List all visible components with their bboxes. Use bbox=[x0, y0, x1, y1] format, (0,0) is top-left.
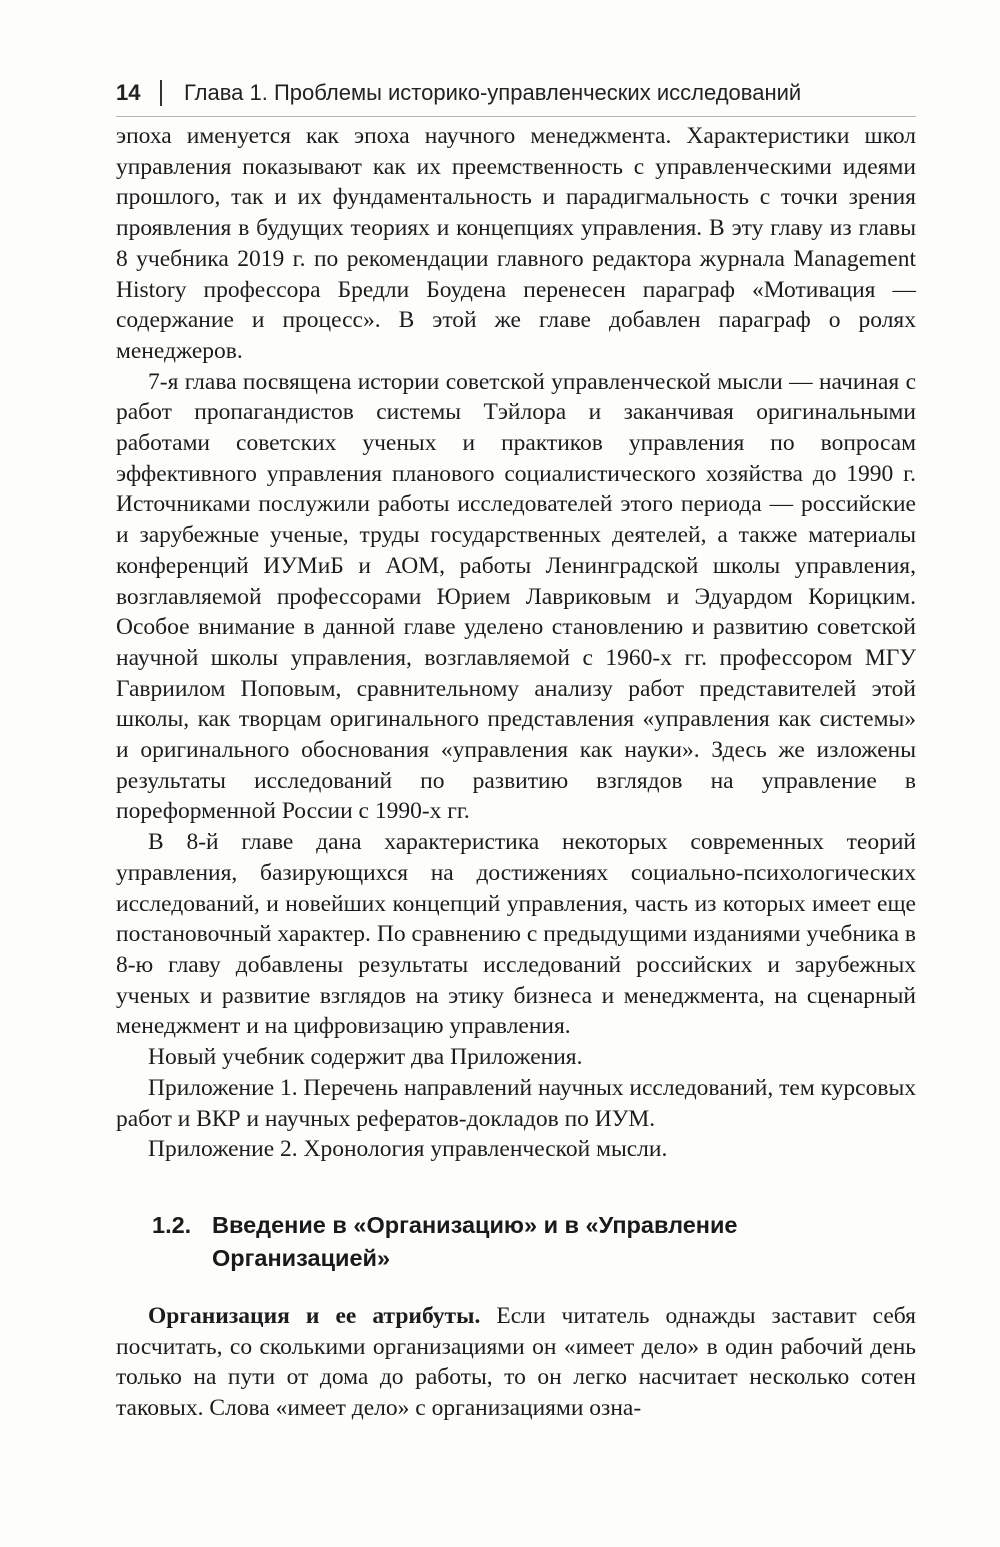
header-rule bbox=[116, 116, 916, 117]
paragraph-7-text: Если читатель однажды заставит себя посчитать, со сколькими организациями он «имеет дело» в один рабочий день только на пути от дома до работы, то он легко насчитает несколько сотен таковых. Слова «имеет дело» с организациями озна- bbox=[116, 1302, 916, 1422]
section-title: Введение в «Организацию» и в «Управление Организацией» bbox=[212, 1211, 738, 1271]
paragraph-4: Новый учебник содержит два Приложения. bbox=[148, 1044, 583, 1071]
section-number: 1.2. bbox=[152, 1211, 192, 1238]
chapter-title: Глава 1. Проблемы историко-управленческих исследований bbox=[183, 80, 802, 105]
paragraph-6: Приложение 2. Хронология управленческой мысли. bbox=[148, 1136, 668, 1163]
paragraph-5: Приложение 1. Перечень направлений научных исследований, тем курсовых работ и ВКР и научных рефератов-докладов по ИУМ. bbox=[116, 1074, 916, 1132]
page-number: 14 bbox=[116, 80, 141, 105]
section-heading bbox=[116, 1209, 916, 1275]
paragraph-7 bbox=[116, 1301, 916, 1424]
paragraph-2: 7-я глава посвящена истории советской управленческой мысли — начиная с работ пропагандистов системы Тэйлора и заканчивая оригинальными работами советских ученых и практиков управления по вопросам эффективного управления планового социалистического хозяйства до 1990 г. Источниками послужили работы исследователей этого периода — российские и зарубежные ученые, труды государственных деятелей, а также материалы конференций ИУМиБ и АОМ, работы Ленинградской школы управления, возглавляемой профессорами Юрием Лавриковым и Эдуардом Корицким. Особое внимание в данной главе уделено становлению и развитию советской научной школы управления, возглавляемой с 1960-х гг. профессором МГУ Гавриилом Поповым, сравнительному анализу работ представителей этой школы, как творцам оригинального представления «управления как системы» и оригинального обоснования «управления как науки». Здесь же изложены результаты исследований по развитию взглядов на управление в пореформенной России с 1990-х гг. bbox=[116, 368, 916, 825]
run-in-heading: Организация и ее атрибуты. bbox=[148, 1302, 481, 1329]
paragraph-1: эпоха именуется как эпоха научного менеджмента. Характеристики школ управления показывают как их преемственность с управленческими идеями прошлого, так и их фундаментальность и парадигмальность с точки зрения проявления в будущих теориях и концепциях управления. В эту главу из главы 8 учебника 2019 г. по рекомендации главного редактора журнала Management History профессора Бредли Боудена перенесен параграф «Мотивация — содержание и процесс». В этой же главе добавлен параграф о ролях менеджеров. bbox=[116, 123, 916, 364]
page-body bbox=[116, 121, 916, 1424]
running-head-separator bbox=[160, 80, 162, 106]
running-head bbox=[116, 80, 916, 106]
paragraph-3: В 8-й главе дана характеристика некоторых современных теорий управления, базирующихся на достижениях социально-психологических исследований, и новейших концепций управления, часть из которых имеет еще постановочный характер. По сравнению с предыдущими изданиями учебника в 8-ю главу добавлены результаты исследований российских и зарубежных ученых и развитие взглядов на этику бизнеса и менеджмента, на сценарный менеджмент и на цифровизацию управления. bbox=[116, 829, 916, 1040]
